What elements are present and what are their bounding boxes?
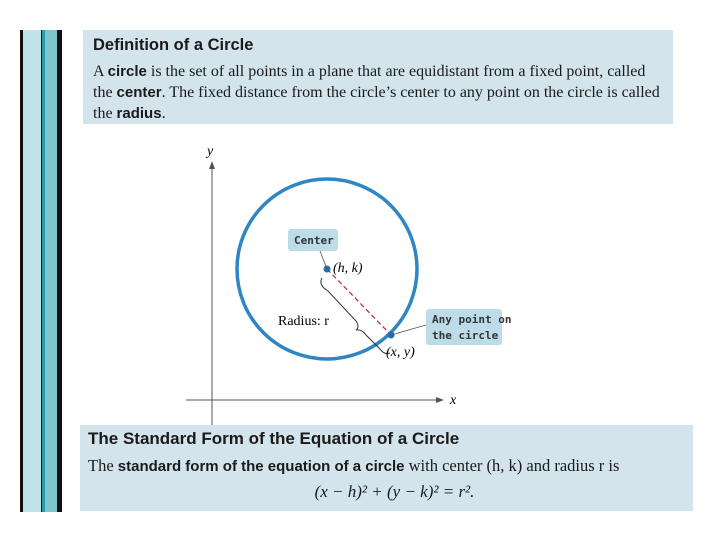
point-coordinates: (x, y) bbox=[386, 345, 415, 360]
definition-text-part: A bbox=[93, 63, 108, 80]
radius-label: Radius: r bbox=[278, 314, 329, 329]
point-callout-line1: Any point on bbox=[432, 313, 512, 326]
x-axis-label: x bbox=[450, 393, 457, 408]
standard-form-panel bbox=[80, 425, 693, 511]
standard-form-text bbox=[88, 455, 683, 478]
standard-form-title: The Standard Form of the Equation of a Circle bbox=[88, 429, 460, 448]
definition-title: Definition of a Circle bbox=[93, 36, 254, 54]
center-callout-label: Center bbox=[294, 234, 334, 247]
standard-form-equation: (x − h)² + (y − k)² = r². bbox=[314, 482, 475, 501]
definition-text-part: is the set of all points in a plane that are equidistant from a fixed point, called the bbox=[93, 63, 646, 101]
circle-diagram-svg bbox=[170, 135, 530, 425]
center-coordinates: (h, k) bbox=[333, 261, 363, 276]
term-circle: circle bbox=[107, 63, 147, 80]
x-axis-arrow-icon bbox=[436, 397, 444, 403]
definition-text-part: . The fixed distance from the circle’s center to any point on the circle is called the bbox=[93, 84, 660, 122]
standard-form-text-part: The bbox=[88, 456, 118, 475]
term-center: center bbox=[116, 84, 162, 101]
y-axis-arrow-icon bbox=[209, 161, 215, 169]
term-radius: radius bbox=[116, 105, 162, 122]
left-decor-stripe bbox=[23, 30, 41, 512]
point-callout-line2: the circle bbox=[432, 329, 499, 342]
standard-form-text-part: with center (h, k) and radius r is bbox=[404, 456, 620, 475]
circle-diagram bbox=[170, 135, 530, 425]
definition-text bbox=[93, 61, 663, 124]
term-standard-form: standard form of the equation of a circle bbox=[117, 458, 405, 475]
left-decor-stripe bbox=[45, 30, 57, 512]
y-axis-label: y bbox=[207, 144, 214, 159]
definition-text-part: . bbox=[161, 105, 166, 122]
radius-line bbox=[327, 269, 391, 335]
definition-panel bbox=[83, 30, 673, 124]
center-callout-pointer bbox=[320, 251, 327, 269]
